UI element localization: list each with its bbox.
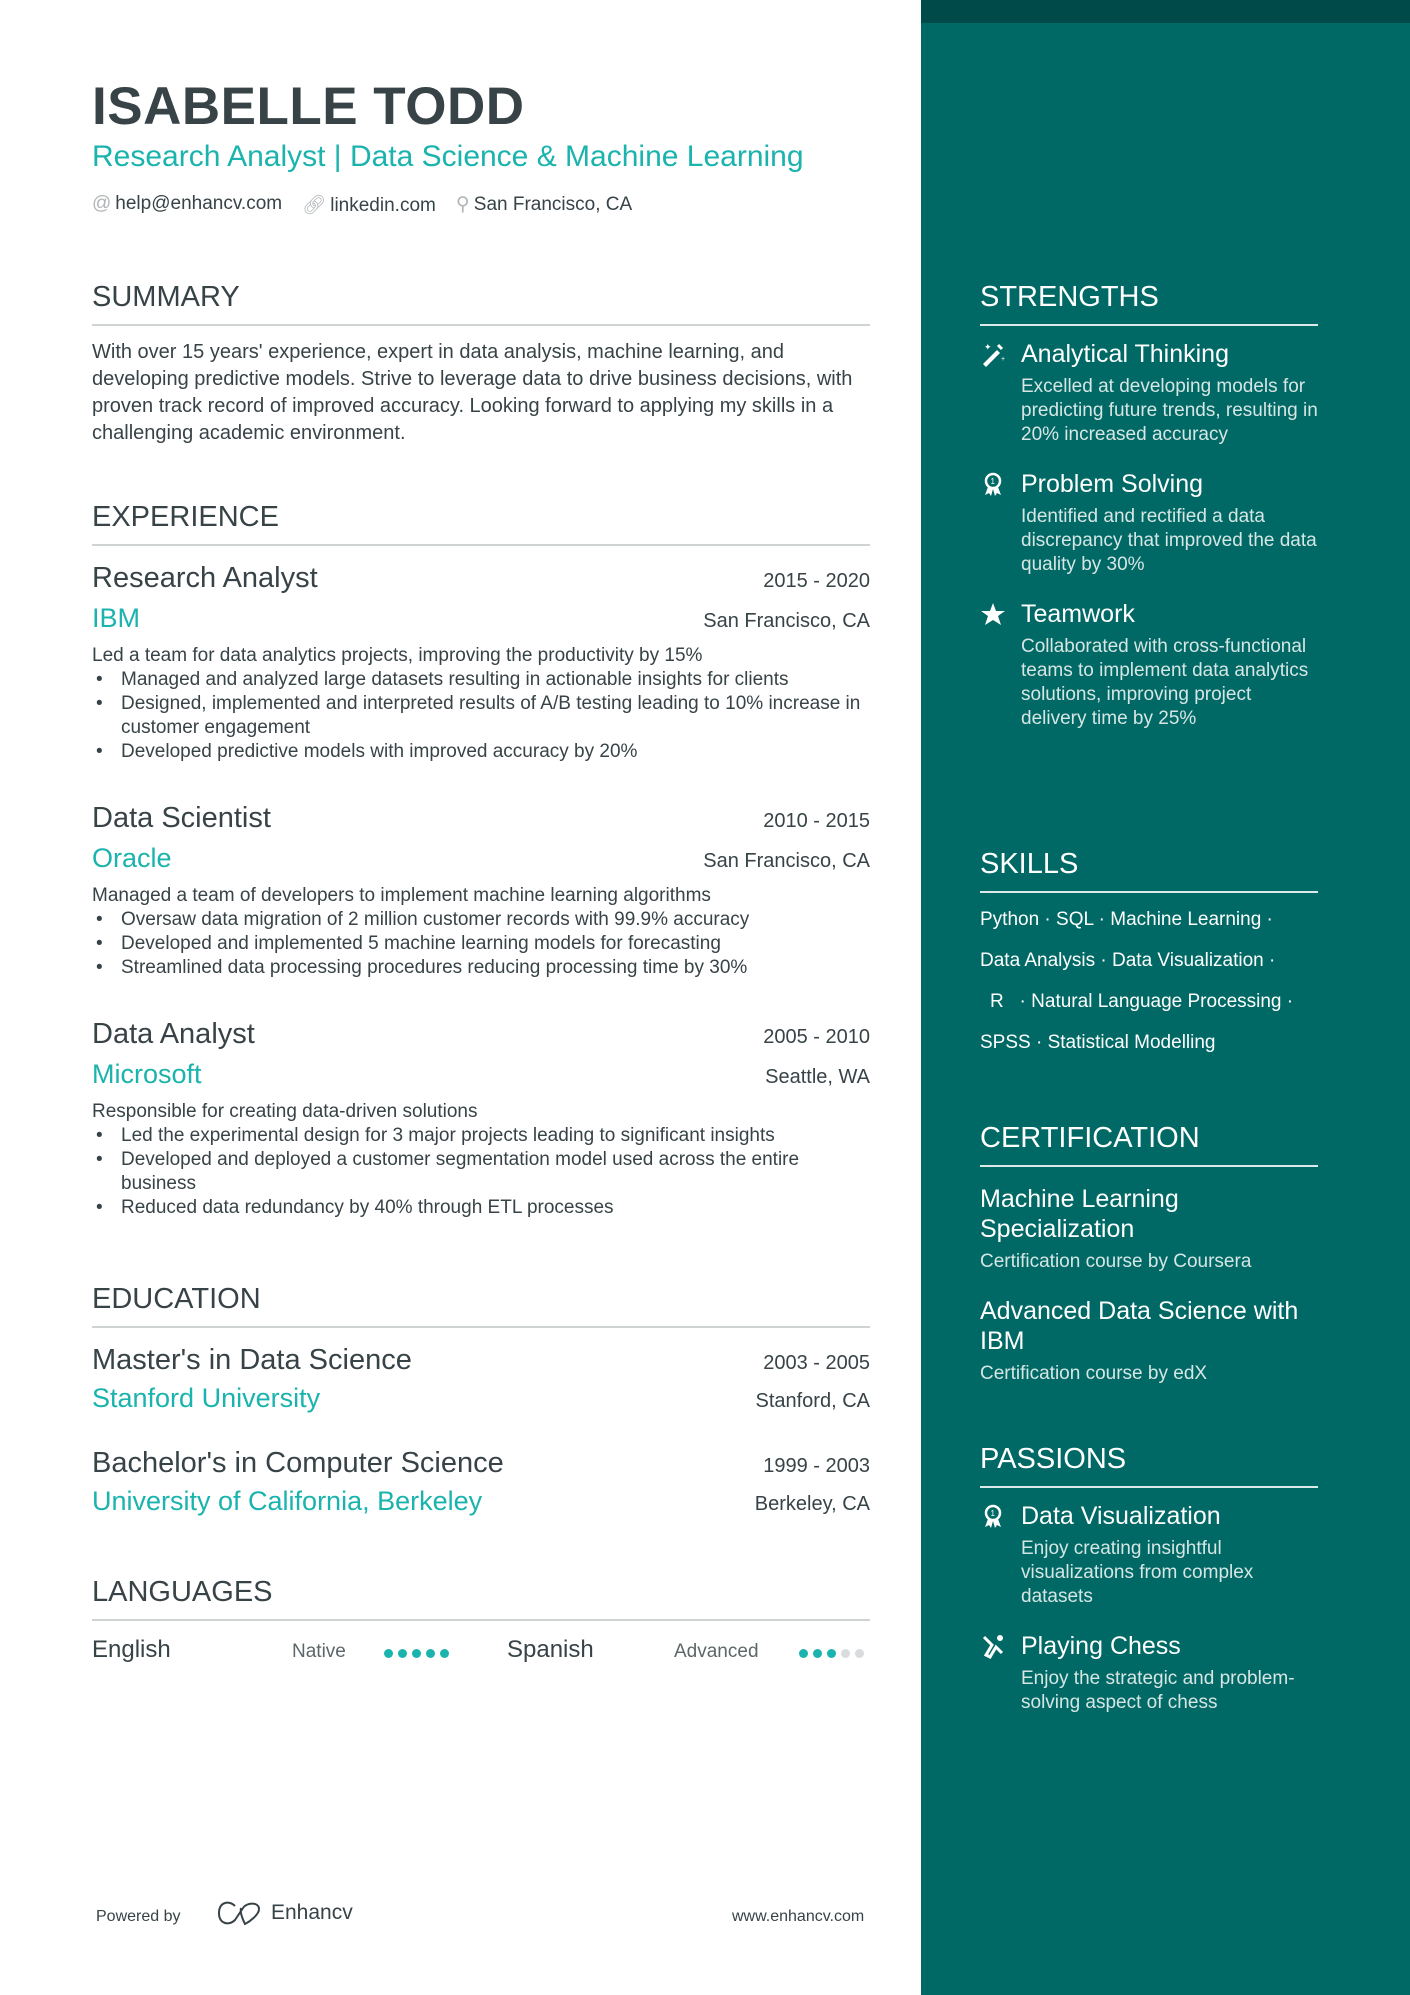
passion-description: Enjoy creating insightful visualizations from complex datasets <box>1021 1538 1254 1607</box>
skills-line: SPSS · Statistical Modelling <box>980 1032 1216 1053</box>
powered-by: Powered by <box>96 1908 181 1925</box>
strength-description: Identified and rectified a data discrepancy that improved the data quality by 30% <box>1021 506 1317 575</box>
rating-dot-empty <box>855 1649 864 1658</box>
language-level: Native <box>292 1641 346 1662</box>
certification-title: Machine Learning Specialization <box>980 1185 1179 1243</box>
svg-text:1: 1 <box>990 1509 995 1518</box>
rating-dot-filled <box>384 1649 393 1658</box>
location: San Francisco, CA <box>703 850 870 872</box>
rating-dot-filled <box>412 1649 421 1658</box>
certification-section <box>980 1123 1318 1386</box>
email-link[interactable]: help@enhancv.com <box>115 193 283 214</box>
strengths-section <box>980 282 1318 731</box>
experience-item <box>92 802 870 980</box>
bullet: • Streamlined data processing procedures reducing processing time by 30% <box>92 956 870 980</box>
bullet: • Oversaw data migration of 2 million customer records with 99.9% accuracy <box>92 908 870 932</box>
strength-item <box>980 469 1318 577</box>
skills-heading: SKILLS <box>980 849 1318 893</box>
experience-item <box>92 562 870 764</box>
rating-dot-filled <box>398 1649 407 1658</box>
degree: Master's in Data Science <box>92 1344 412 1376</box>
dates: 2003 - 2005 <box>763 1352 870 1374</box>
certification-description: Certification course by Coursera <box>980 1251 1252 1272</box>
job-title: Research Analyst <box>92 140 326 173</box>
svg-text:1: 1 <box>990 477 995 486</box>
strengths-heading: STRENGTHS <box>980 282 1318 326</box>
bullet: • Managed and analyzed large datasets resulting in actionable insights for clients <box>92 668 870 692</box>
education-item <box>92 1344 870 1414</box>
education-item <box>92 1447 870 1517</box>
linkedin-link[interactable]: linkedin.com <box>330 195 436 216</box>
link-icon: 🔗︎ <box>302 195 327 216</box>
strength-title: Analytical Thinking <box>1021 340 1229 368</box>
enhancv-logo[interactable] <box>215 1900 353 1926</box>
enhancv-brand: Enhancv <box>271 1901 353 1924</box>
company-name: Microsoft <box>92 1059 202 1089</box>
bullet: • Developed and implemented 5 machine learning models for forecasting <box>92 932 870 956</box>
bullet: • Developed and deployed a customer segmentation model used across the entire business <box>92 1148 870 1196</box>
language-level: Advanced <box>674 1641 759 1662</box>
passion-item <box>980 1501 1318 1609</box>
svg-text:+: + <box>1001 356 1006 363</box>
passion-title: Playing Chess <box>1021 1632 1181 1660</box>
company-name: IBM <box>92 603 141 633</box>
dates: 2015 - 2020 <box>763 570 870 592</box>
bullet: • Led the experimental design for 3 major projects leading to significant insights <box>92 1124 870 1148</box>
dates: 2005 - 2010 <box>763 1026 870 1048</box>
experience-heading: EXPERIENCE <box>92 501 279 533</box>
dates: 1999 - 2003 <box>763 1455 870 1477</box>
company-name: Oracle <box>92 843 172 873</box>
passion-item <box>980 1631 1318 1715</box>
candidate-name: ISABELLE TODD <box>92 77 525 136</box>
strength-title: Problem Solving <box>1021 470 1204 498</box>
job-description: Responsible for creating data-driven solutions <box>92 1101 478 1122</box>
passions-section <box>980 1444 1318 1715</box>
sidebar-top-bar <box>921 0 1410 23</box>
rating-dot-filled <box>799 1649 808 1658</box>
skills-line: R · Natural Language Processing · <box>990 991 1294 1012</box>
job-description: Managed a team of developers to implement machine learning algorithms <box>92 885 711 906</box>
star-icon <box>980 601 1006 627</box>
location-pin-icon: ⚲ <box>455 194 470 215</box>
magic-wand-icon <box>980 341 1006 367</box>
summary-text: With over 15 years' experience, expert in data analysis, machine learning, and developing predictive models. Strive to leverage data to drive business decisions, with proven track record of improved accuracy. Looking forward to applying my skills in a challenging academic environment. <box>92 341 853 444</box>
languages-heading-box <box>92 1577 870 1621</box>
dates: 2010 - 2015 <box>763 810 870 832</box>
school-name: Stanford University <box>92 1383 321 1413</box>
degree: Bachelor's in Computer Science <box>92 1447 504 1479</box>
bullet: • Developed predictive models with improved accuracy by 20% <box>92 740 870 764</box>
experience-heading-box <box>92 502 870 546</box>
position-title: Data Analyst <box>92 1018 255 1050</box>
certification-item <box>980 1296 1318 1386</box>
location-text: San Francisco, CA <box>473 194 633 215</box>
experience-item <box>92 1018 870 1220</box>
rating-dot-empty <box>841 1649 850 1658</box>
certification-description: Certification course by edX <box>980 1363 1208 1384</box>
title-separator: | <box>333 140 342 173</box>
language-rating <box>799 1649 864 1658</box>
website-link[interactable]: www.enhancv.com <box>732 1908 865 1925</box>
strength-title: Teamwork <box>1021 600 1135 628</box>
position-title: Data Scientist <box>92 802 271 834</box>
award-ribbon-icon <box>980 471 1006 497</box>
language-name: Spanish <box>507 1636 594 1663</box>
award-ribbon-icon <box>980 1503 1006 1529</box>
location: Stanford, CA <box>755 1390 870 1412</box>
certification-item <box>980 1184 1318 1274</box>
location: Seattle, WA <box>765 1066 870 1088</box>
summary-heading: SUMMARY <box>92 281 240 313</box>
education-heading: EDUCATION <box>92 1283 261 1315</box>
rating-dot-filled <box>440 1649 449 1658</box>
school-name: University of California, Berkeley <box>92 1486 483 1516</box>
svg-text:✦: ✦ <box>984 342 992 352</box>
education-heading-box <box>92 1284 870 1328</box>
strength-description: Excelled at developing models for predicting future trends, resulting in 20% increased accuracy <box>1021 376 1318 445</box>
language-name: English <box>92 1636 171 1663</box>
rating-dot-filled <box>813 1649 822 1658</box>
certification-title: Advanced Data Science with IBM <box>980 1297 1299 1355</box>
strength-item <box>980 599 1318 731</box>
languages-heading: LANGUAGES <box>92 1576 273 1608</box>
summary-section <box>92 282 870 447</box>
candidate-title <box>92 140 804 174</box>
at-icon: @ <box>92 193 112 214</box>
chess-icon <box>980 1633 1006 1659</box>
certification-heading: CERTIFICATION <box>980 1123 1318 1167</box>
bullet: • Designed, implemented and interpreted results of A/B testing leading to 10% increase in customer engagement <box>92 692 870 740</box>
rating-dot-filled <box>426 1649 435 1658</box>
location: Berkeley, CA <box>754 1493 870 1515</box>
strength-description: Collaborated with cross-functional teams to implement data analytics solutions, improving project delivery time by 25% <box>1021 636 1309 729</box>
enhancv-logo-icon <box>215 1900 263 1926</box>
location: San Francisco, CA <box>703 610 870 632</box>
bullet: • Reduced data redundancy by 40% through ETL processes <box>92 1196 870 1220</box>
specialty: Data Science & Machine Learning <box>349 140 804 173</box>
strength-item <box>980 339 1318 447</box>
job-description: Led a team for data analytics projects, improving the productivity by 15% <box>92 645 703 666</box>
passion-title: Data Visualization <box>1021 1502 1221 1530</box>
contact-info <box>92 193 632 217</box>
skills-line: Data Analysis · Data Visualization · <box>980 950 1276 971</box>
section-heading <box>92 282 870 326</box>
position-title: Research Analyst <box>92 562 318 594</box>
skills-section <box>980 849 1318 1063</box>
language-rating <box>384 1649 449 1658</box>
skills-line: Python · SQL · Machine Learning · <box>980 909 1273 930</box>
passion-description: Enjoy the strategic and problem-solving aspect of chess <box>1021 1668 1295 1713</box>
passions-heading: PASSIONS <box>980 1444 1318 1488</box>
rating-dot-filled <box>827 1649 836 1658</box>
